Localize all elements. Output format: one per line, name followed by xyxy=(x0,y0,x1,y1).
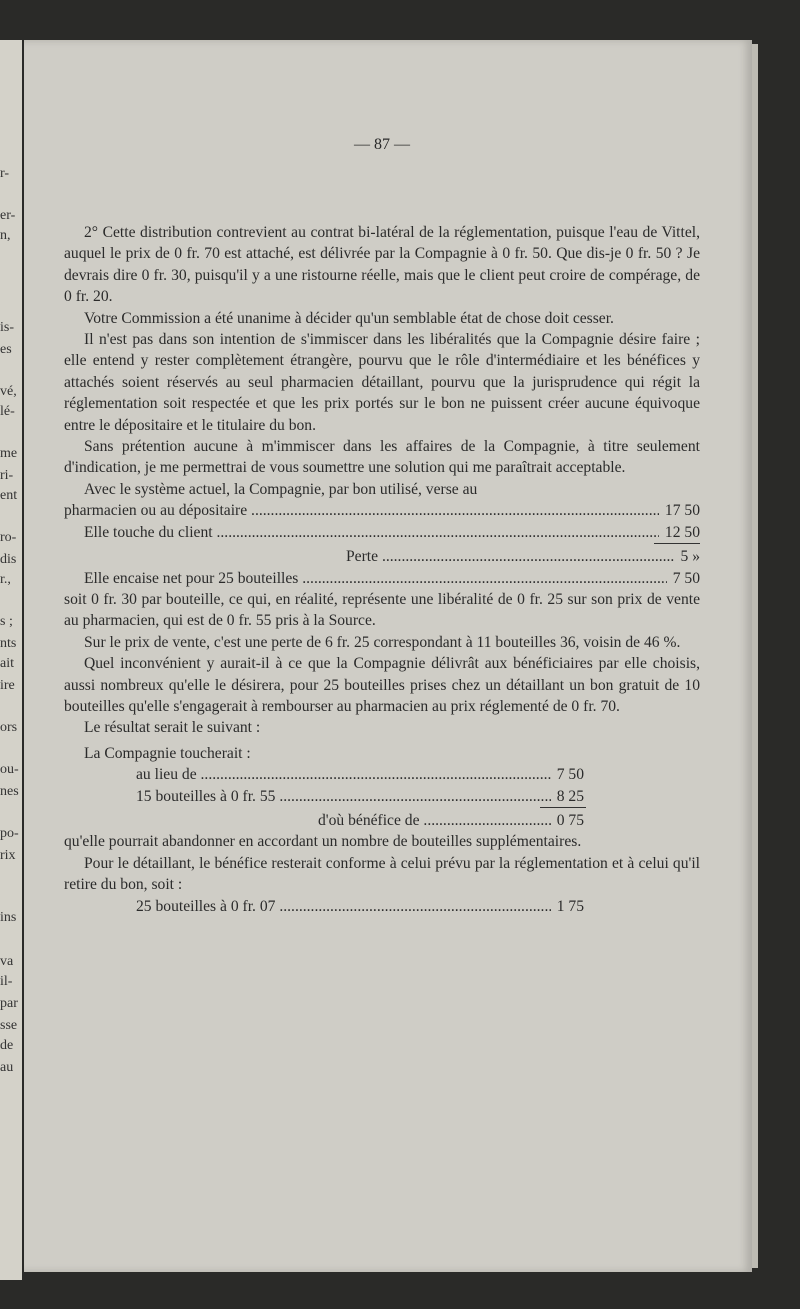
margin-fragment: ou- xyxy=(0,762,19,777)
paragraph: soit 0 fr. 30 par bouteille, ce qui, en réalité, représente une libéralité de 0 fr. 25 sur son prix de vente au pharmacien, qui est de 0 fr. 55 pris à la Source. xyxy=(64,590,700,630)
paragraph: Pour le détaillant, le bénéfice resterait conforme à celui prévu par la réglementation et à celui qu'il retire du bon, soit : xyxy=(64,854,700,894)
ledger-value: 12 50 xyxy=(664,523,700,541)
margin-fragment: au xyxy=(0,1060,14,1075)
paragraph: Quel inconvénient y aurait-il à ce que la Compagnie délivrât aux bénéficiaires par elle choisis, aussi nombreux qu'elle le désirera, pour 25 bouteilles prises chez un détaillant un bon gratuit de 10 bouteilles qu'elle s'engagerait à rembourser au pharmacien au prix réglementé de 0 fr. 70. xyxy=(64,655,700,715)
paragraph: Sans prétention aucune à m'immiscer dans les affaires de la Compagnie, à titre seulement d'indication, je me permettrai de vous soumettre une solution qui me paraîtrait acceptable. xyxy=(64,438,700,477)
margin-fragment: ins xyxy=(0,910,17,925)
book-page xyxy=(24,40,752,1272)
margin-fragment: dis xyxy=(0,552,17,567)
margin-fragment: s ; xyxy=(0,614,13,629)
ledger-label: 15 bouteilles à 0 fr. 55 ..... xyxy=(136,786,551,807)
paragraph: Sur le prix de vente, c'est une perte de 6 fr. 25 correspondant à 11 bouteilles 36, voisin de 46 %. xyxy=(84,633,681,651)
margin-fragment: lé- xyxy=(0,404,15,419)
ledger-value: 0 75 xyxy=(556,811,584,829)
margin-fragment: nes xyxy=(0,784,19,799)
margin-fragment: r- xyxy=(0,166,10,181)
margin-fragment: me xyxy=(0,446,18,461)
paragraph: Avec le système actuel, la Compagnie, par bon utilisé, verse au xyxy=(84,480,478,498)
ledger-value: 7 50 xyxy=(556,766,584,784)
margin-fragment: nts xyxy=(0,636,17,651)
margin-fragment: es xyxy=(0,342,12,357)
margin-fragment: ent xyxy=(0,488,18,503)
ledger-row xyxy=(64,764,584,785)
ledger-label: pharmacien ou au dépositaire ..... xyxy=(64,500,659,521)
ledger-value: 17 50 xyxy=(664,502,700,520)
ledger-row xyxy=(64,896,584,917)
ledger-row xyxy=(64,500,700,521)
paragraph: 2° Cette distribution contrevient au contrat bi-latéral de la réglementation, puisque l'eau de Vittel, auquel le prix de 0 fr. 70 est attaché, est délivrée par la Compagnie à 0 fr. 50. Que dis-je 0 fr. 50 ? Je devrais dire 0 fr. 30, puisqu'il y a une ristourne réelle, mais que le client peut croire de compérage, de 0 fr. 20. xyxy=(64,224,700,306)
margin-fragment: ait xyxy=(0,656,14,671)
margin-fragment: n, xyxy=(0,228,11,243)
page-edge xyxy=(752,44,758,1268)
page-content xyxy=(64,136,700,917)
margin-fragment: is- xyxy=(0,320,14,335)
margin-fragment: po- xyxy=(0,826,19,841)
margin-fragment: ors xyxy=(0,720,18,735)
paragraph: Le résultat serait le suivant : xyxy=(84,719,261,737)
margin-fragment: de xyxy=(0,1038,14,1053)
paragraph: La Compagnie toucherait : xyxy=(84,744,251,762)
ledger-row xyxy=(64,546,700,567)
ledger-label: au lieu de ..... xyxy=(136,764,551,785)
ledger-value: 7 50 xyxy=(672,569,700,587)
margin-fragment: er- xyxy=(0,208,16,223)
ledger-value: 5 » xyxy=(680,548,700,566)
ledger-label: Elle encaise net pour 25 bouteilles ..... xyxy=(84,568,667,589)
margin-fragment: vé, xyxy=(0,384,17,399)
margin-fragment: sse xyxy=(0,1018,18,1033)
ledger-value: 8 25 xyxy=(556,787,584,805)
ledger-row xyxy=(64,810,584,831)
margin-fragment: rix xyxy=(0,848,16,863)
ledger-row xyxy=(64,522,700,543)
margin-fragment: va xyxy=(0,954,14,969)
paragraph: Il n'est pas dans son intention de s'immiscer dans les libéralités que la Compagnie désire faire ; elle entend y rester complètement étrangère, pourvu que le rôle d'intermédiaire et les bénéfices y attachés soient réservés au seul pharmacien détaillant, pourvu que la jurisprudence qui régit la réglementation soit respectée et que les prix portés sur le bon ne puissent créer aucune équivoque entre le dépositaire et le titulaire du bon. xyxy=(64,331,700,434)
margin-fragment: par xyxy=(0,996,18,1011)
ledger-value: 1 75 xyxy=(556,897,584,915)
margin-fragment: ro- xyxy=(0,530,17,545)
margin-fragment: ri- xyxy=(0,468,14,483)
ledger-row xyxy=(64,568,700,589)
paragraph: Votre Commission a été unanime à décider qu'un semblable état de chose doit cesser. xyxy=(84,309,614,327)
margin-fragment: il- xyxy=(0,974,13,989)
margin-fragment: r., xyxy=(0,572,11,587)
ledger-label: Perte ..... xyxy=(346,546,675,567)
page-number: — 87 — xyxy=(354,136,410,153)
facing-page-edge xyxy=(0,40,22,1280)
ledger-label: Elle touche du client ..... xyxy=(84,522,659,543)
ledger-label: d'où bénéfice de ..... xyxy=(318,810,551,831)
paragraph: qu'elle pourrait abandonner en accordant un nombre de bouteilles supplémentaires. xyxy=(64,833,582,851)
ledger-label: 25 bouteilles à 0 fr. 07 ..... xyxy=(136,896,551,917)
margin-fragment: ire xyxy=(0,678,15,693)
ledger-row xyxy=(64,786,584,807)
